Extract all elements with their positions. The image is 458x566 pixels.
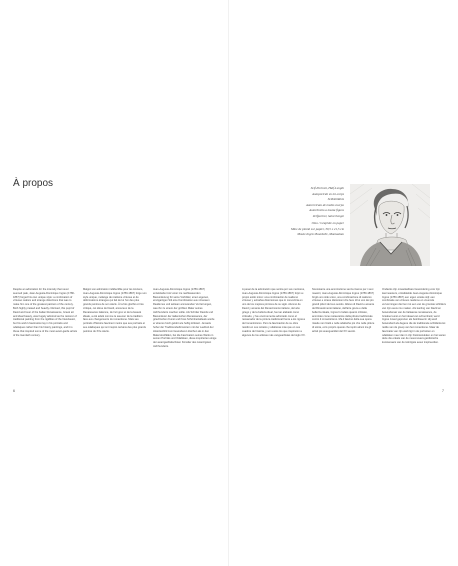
sketch-portrait-icon xyxy=(350,184,430,266)
column-text: Nonostante una ammirazione senza riserve per i suoi maestri, Jean-Auguste-Dominique Ingres (1780-1867) forgiò uno stile unico, una combinazione di realismo virtuoso e strane distorsioni che fece di lui uno dei più grandi pittori del suo secolo. Allievo di David e amante del Rinascimento italiano, dell'arte greca e della bellezza ideale, Ingres fu lodato quanto criticato, ammirato come restauratore della pittura tradizionale contro il romanticismo. Ma il fascino della sua opera risiede nei ritratti e nelle odalische più che nelle pitture di storia, ed è proprio questo che ispirò alcuni tra gli artisti più avanguardisti del XX secolo. xyxy=(312,288,375,333)
text-column-english xyxy=(13,288,77,396)
column-text: Malgré son admiration indéfectible pour les Anciens, Jean-Auguste-Dominique Ingres (1780-1867) forge son style unique, mélange de réalisme virtuose et de déformations étranges qui fait de lui l'un des plus grands peintres de son siècle. À la fois glorifié et très critiqué, cet élève de David, amoureux de la Renaissance italienne, de l'art grec et de la beauté idéale, a été adulé comme le sauveur de la tradition face aux changements du romantisme. Mais ses portraits d'histoire fascinent moins que ses portraits et ses odalisques qui ont inspiré certains des plus grands peintres du XXe siècle. xyxy=(83,288,147,333)
page-number-left: 6 xyxy=(13,389,15,393)
text-column-spanish xyxy=(242,288,306,400)
caption-line: Autoritratto a mezza figura xyxy=(309,208,344,212)
text-column-dutch xyxy=(382,288,446,400)
column-text: A pesar de la admiración que sentía por sus mentores, Jean-Auguste-Dominique Ingres (1780-1867) forjó su propio estilo único: una combinación de realismo virtuoso y extrañas distorsiones que lo convertiría en uno de los mejores pintores de su siglo. Alumno de David y amante del Renacimiento italiano, del arte griego y de la belleza ideal, fue tan alabado como criticado, y fue enormemente admirado como el restaurador de la pintura tradicional frente a los rigores del romanticismo. Pero la fascinación de su obra residió en sus retratos y odaliscas más que en sus cuadros de historia, y son estos los que inspiraron a algunos de los artistas más vanguardistas del siglo XX. xyxy=(242,288,306,337)
caption-line: Selbstbildnis xyxy=(327,197,344,201)
column-text: Ondanks zijn onwankelbare bewondering voor zijn leermeesters, ontwikkelde Jean-Auguste-Dominique Ingres (1780-1867) een eigen unieke stijl: een combinatie van virtuoos realisme en vreemde vervormingen die hem tot een van de grootste schilders van zijn eeuw zou maken. Als leerling van David en bewonderaar van de Italiaanse renaissance, de Griekse kunst en het ideaal van schoonheid, werd Ingres zowel geprezen als bekritiseerd. Hij werd bewonderd als degene die de traditionele schilderkunst redde van de greep van het romantisme. Maar de fascinatie van zijn werk ligt in de portretten en odalisken meer dan in zijn historiestukken en het waren deze die enkele van de meest avant-gardistische kunstenaars van de twintigste eeuw inspireerden. xyxy=(382,288,446,345)
caption-line: Zelfportret, halverlengte xyxy=(312,213,344,218)
caption-line: Oleo / Graphite on paper xyxy=(311,221,344,225)
page-number-right: 7 xyxy=(442,389,444,393)
caption-line: Mine de plomb sur papier, 30,5 x 21,5 cm xyxy=(290,226,344,231)
text-column-german xyxy=(153,288,217,400)
text-column-french xyxy=(83,288,147,396)
caption-line: Musée Ingres Bourdelle, Montauban xyxy=(297,232,344,236)
text-column-italian xyxy=(312,288,376,396)
column-text: Despite an admiration for the intensity that never seemed pale, Jean-Auguste-Dominique Ingres (1780-1867) forged his own unique style: a combination of virtuoso realism and strange distortions that was to make him one of the greatest painters of the century. Both highly praised and heavily criticised, this pupil of David and lover of the Italian Renaissance, Greek art and ideal beauty, was hugely admired as the restorer of traditional painting from the rigidities of the Neoclassic, but his work's fascination lay in his portraits and odalisques rather than his history paintings, and it is these that inspired some of the most avant-garde artists of the twentieth century. xyxy=(13,288,77,337)
image-caption xyxy=(229,186,344,238)
column-text: Jean-Auguste-Dominique Ingres (1780-1867) entwickelte trotz einer nie nachlassenden Bewunderung für seine Vorbilder, einen eigenen, einzigartigen Stil eine Kombination aus virtuosem Realismus und seltsam anmutenden Verzerrungen, was ihn zu einem der größten Maler seines Jahrhunderts machen sollte. Als Schüler Davids und Bewunderer der italienischen Renaissance, der griechischen Kunst und ihres Schönheitsideals wurde er ebenso hoch gelobt wie heftig kritisiert. Jenseits hoher der Traditionsbefürwortern mit der Laufzeit der Historienbild zum besonderen Zeichen als in den Malerstreitfällen, bei die Faszination seines Werks in seinen Porträts und Odalisken, diese inspirierten einige der avantgardistischsten Künstler des zwanzigsten Jahrhunderts. xyxy=(153,288,217,348)
right-page xyxy=(229,0,458,566)
caption-line: Self-Portrait, Half-Length xyxy=(310,186,344,190)
caption-line: Autoportrait en mi-corps xyxy=(312,191,344,196)
page-heading: À propos xyxy=(13,178,54,189)
caption-line: Autorretrato de medio cuerpo xyxy=(305,202,344,207)
